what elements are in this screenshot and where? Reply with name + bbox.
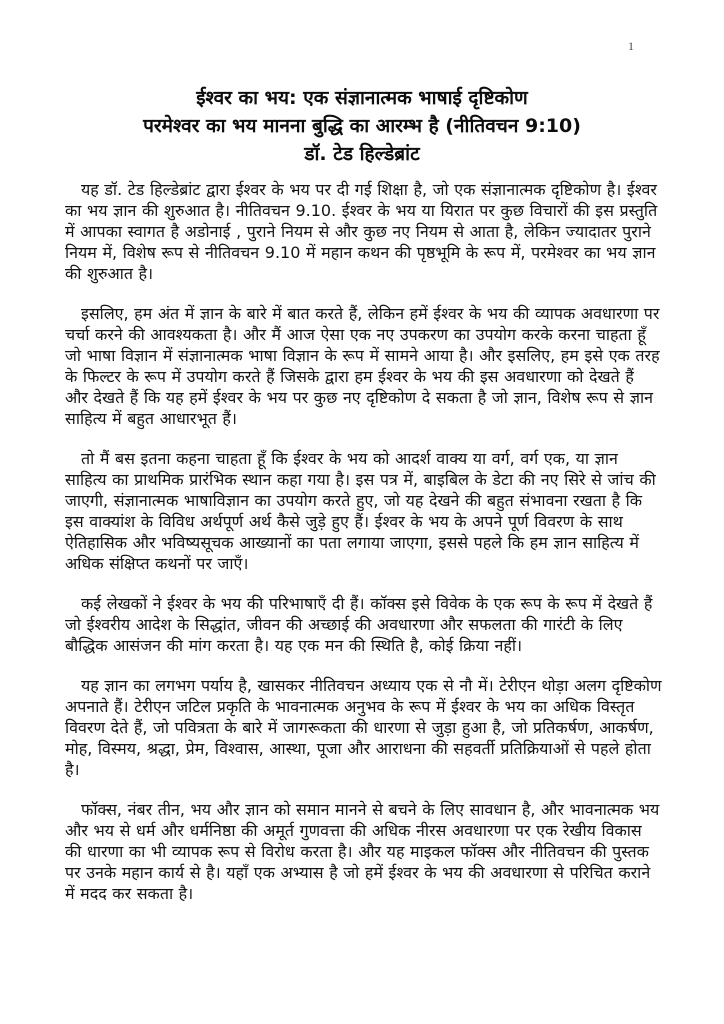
document-title-line-1: ईश्वर का भय: एक संज्ञानात्मक भाषाई दृष्टिकोण: [196, 87, 528, 109]
paragraph-4: कई लेखकों ने ईश्वर के भय की परिभाषाएँ दी हैं। कॉक्स इसे विवेक के एक रूप के रूप में देखते हैं जो ईश्वरीय आदेश के सिद्धांत, जीवन की अच्छाई की अवधारणा और सफलता की गारंटी के लिए बौद्धिक आसंजन की मांग करता है। यह एक मन की स्थिति है, कोई क्रिया नहीं।: [65, 594, 653, 655]
document-title-line-2: परमेश्वर का भय मानना बुद्धि का आरम्भ है (नीतिवचन 9:10): [143, 115, 581, 137]
document-author-line: डॉ. टेड हिल्डेब्रांट: [304, 143, 420, 165]
paragraph-6: फॉक्स, नंबर तीन, भय और ज्ञान को समान मानने से बचने के लिए सावधान है, और भावनात्मक भय और भय से धर्म और धर्मनिष्ठा की अमूर्त गुणवत्ता की अधिक नीरस अवधारणा पर एक रेखीय विकास की धारणा का भी व्यापक रूप से विरोध करता है। और यह माइकल फॉक्स और नीतिवचन की पुस्तक पर उनके महान कार्य से है। यहाँ एक अभ्यास है जो हमें ईश्वर के भय की अवधारणा से परिचित कराने में मदद कर सकता है।: [65, 800, 660, 903]
paragraph-5: यह ज्ञान का लगभग पर्याय है, खासकर नीतिवचन अध्याय एक से नौ में। टेरीएन थोड़ा अलग दृष्टिकोण अपनाते हैं। टेरीएन जटिल प्रकृति के भावनात्मक अनुभव के रूप में ईश्वर के भय का अधिक विस्तृत विवरण देते हैं, जो पवित्रता के बारे में जागरूकता की धारणा से जुड़ा हुआ है, जो प्रतिकर्षण, आकर्षण, मोह, विस्मय, श्रद्धा, प्रेम, विश्वास, आस्था, पूजा और आराधना की सहवर्ती प्रतिक्रियाओं से पहले होता है।: [65, 676, 662, 779]
page-number: 1: [628, 39, 634, 53]
document-body: [65, 179, 662, 923]
paragraph-2: इसलिए, हम अंत में ज्ञान के बारे में बात करते हैं, लेकिन हमें ईश्वर के भय की व्यापक अवधारणा पर चर्चा करने की आवश्यकता है। और मैं आज ऐसा एक नए उपकरण का उपयोग करके करना चाहता हूँ जो भाषा विज्ञान में संज्ञानात्मक भाषा विज्ञान के रूप में सामने आया है। और इसलिए, हम इसे एक तरह के फिल्टर के रूप में उपयोग करते हैं जिसके द्वारा हम ईश्वर के भय की इस अवधारणा को देखते हैं और देखते हैं कि यह हमें ईश्वर के भय पर कुछ नए दृष्टिकोण दे सकता है जो ज्ञान, विशेष रूप से ज्ञान साहित्य में बहुत आधारभूत हैं।: [65, 304, 660, 428]
paragraph-3: तो मैं बस इतना कहना चाहता हूँ कि ईश्वर के भय को आदर्श वाक्य या वर्ग, वर्ग एक, या ज्ञान साहित्य का प्राथमिक प्रारंभिक स्थान कहा गया है। इस पत्र में, बाइबिल के डेटा की नए सिरे से जांच की जाएगी, संज्ञानात्मक भाषाविज्ञान का उपयोग करते हुए, जो यह देखने की बहुत संभावना रखता है कि इस वाक्यांश के विविध अर्थपूर्ण अर्थ कैसे जुड़े हुए हैं। ईश्वर के भय के अपने पूर्ण विवरण के साथ ऐतिहासिक और भविष्यसूचक आख्यानों का पता लगाया जाएगा, इससे पहले कि हम ज्ञान साहित्य में अधिक संक्षिप्त कथनों पर जाएँ।: [65, 449, 656, 573]
paragraph-1: यह डॉ. टेड हिल्डेब्रांट द्वारा ईश्वर के भय पर दी गई शिक्षा है, जो एक संज्ञानात्मक दृष्टिकोण है। ईश्वर का भय ज्ञान की शुरुआत है। नीतिवचन 9.10. ईश्वर के भय या यिरात पर कुछ विचारों की इस प्रस्तुति में आपका स्वागत है अडोनाई , पुराने नियम से और कुछ नए नियम से आता है, लेकिन ज्यादातर पुराने नियम में, विशेष रूप से नीतिवचन 9.10 में महान कथन की पृष्ठभूमि के रूप में, परमेश्वर का भय ज्ञान की शुरुआत है।: [65, 180, 658, 283]
document-title-block: [40, 84, 684, 168]
